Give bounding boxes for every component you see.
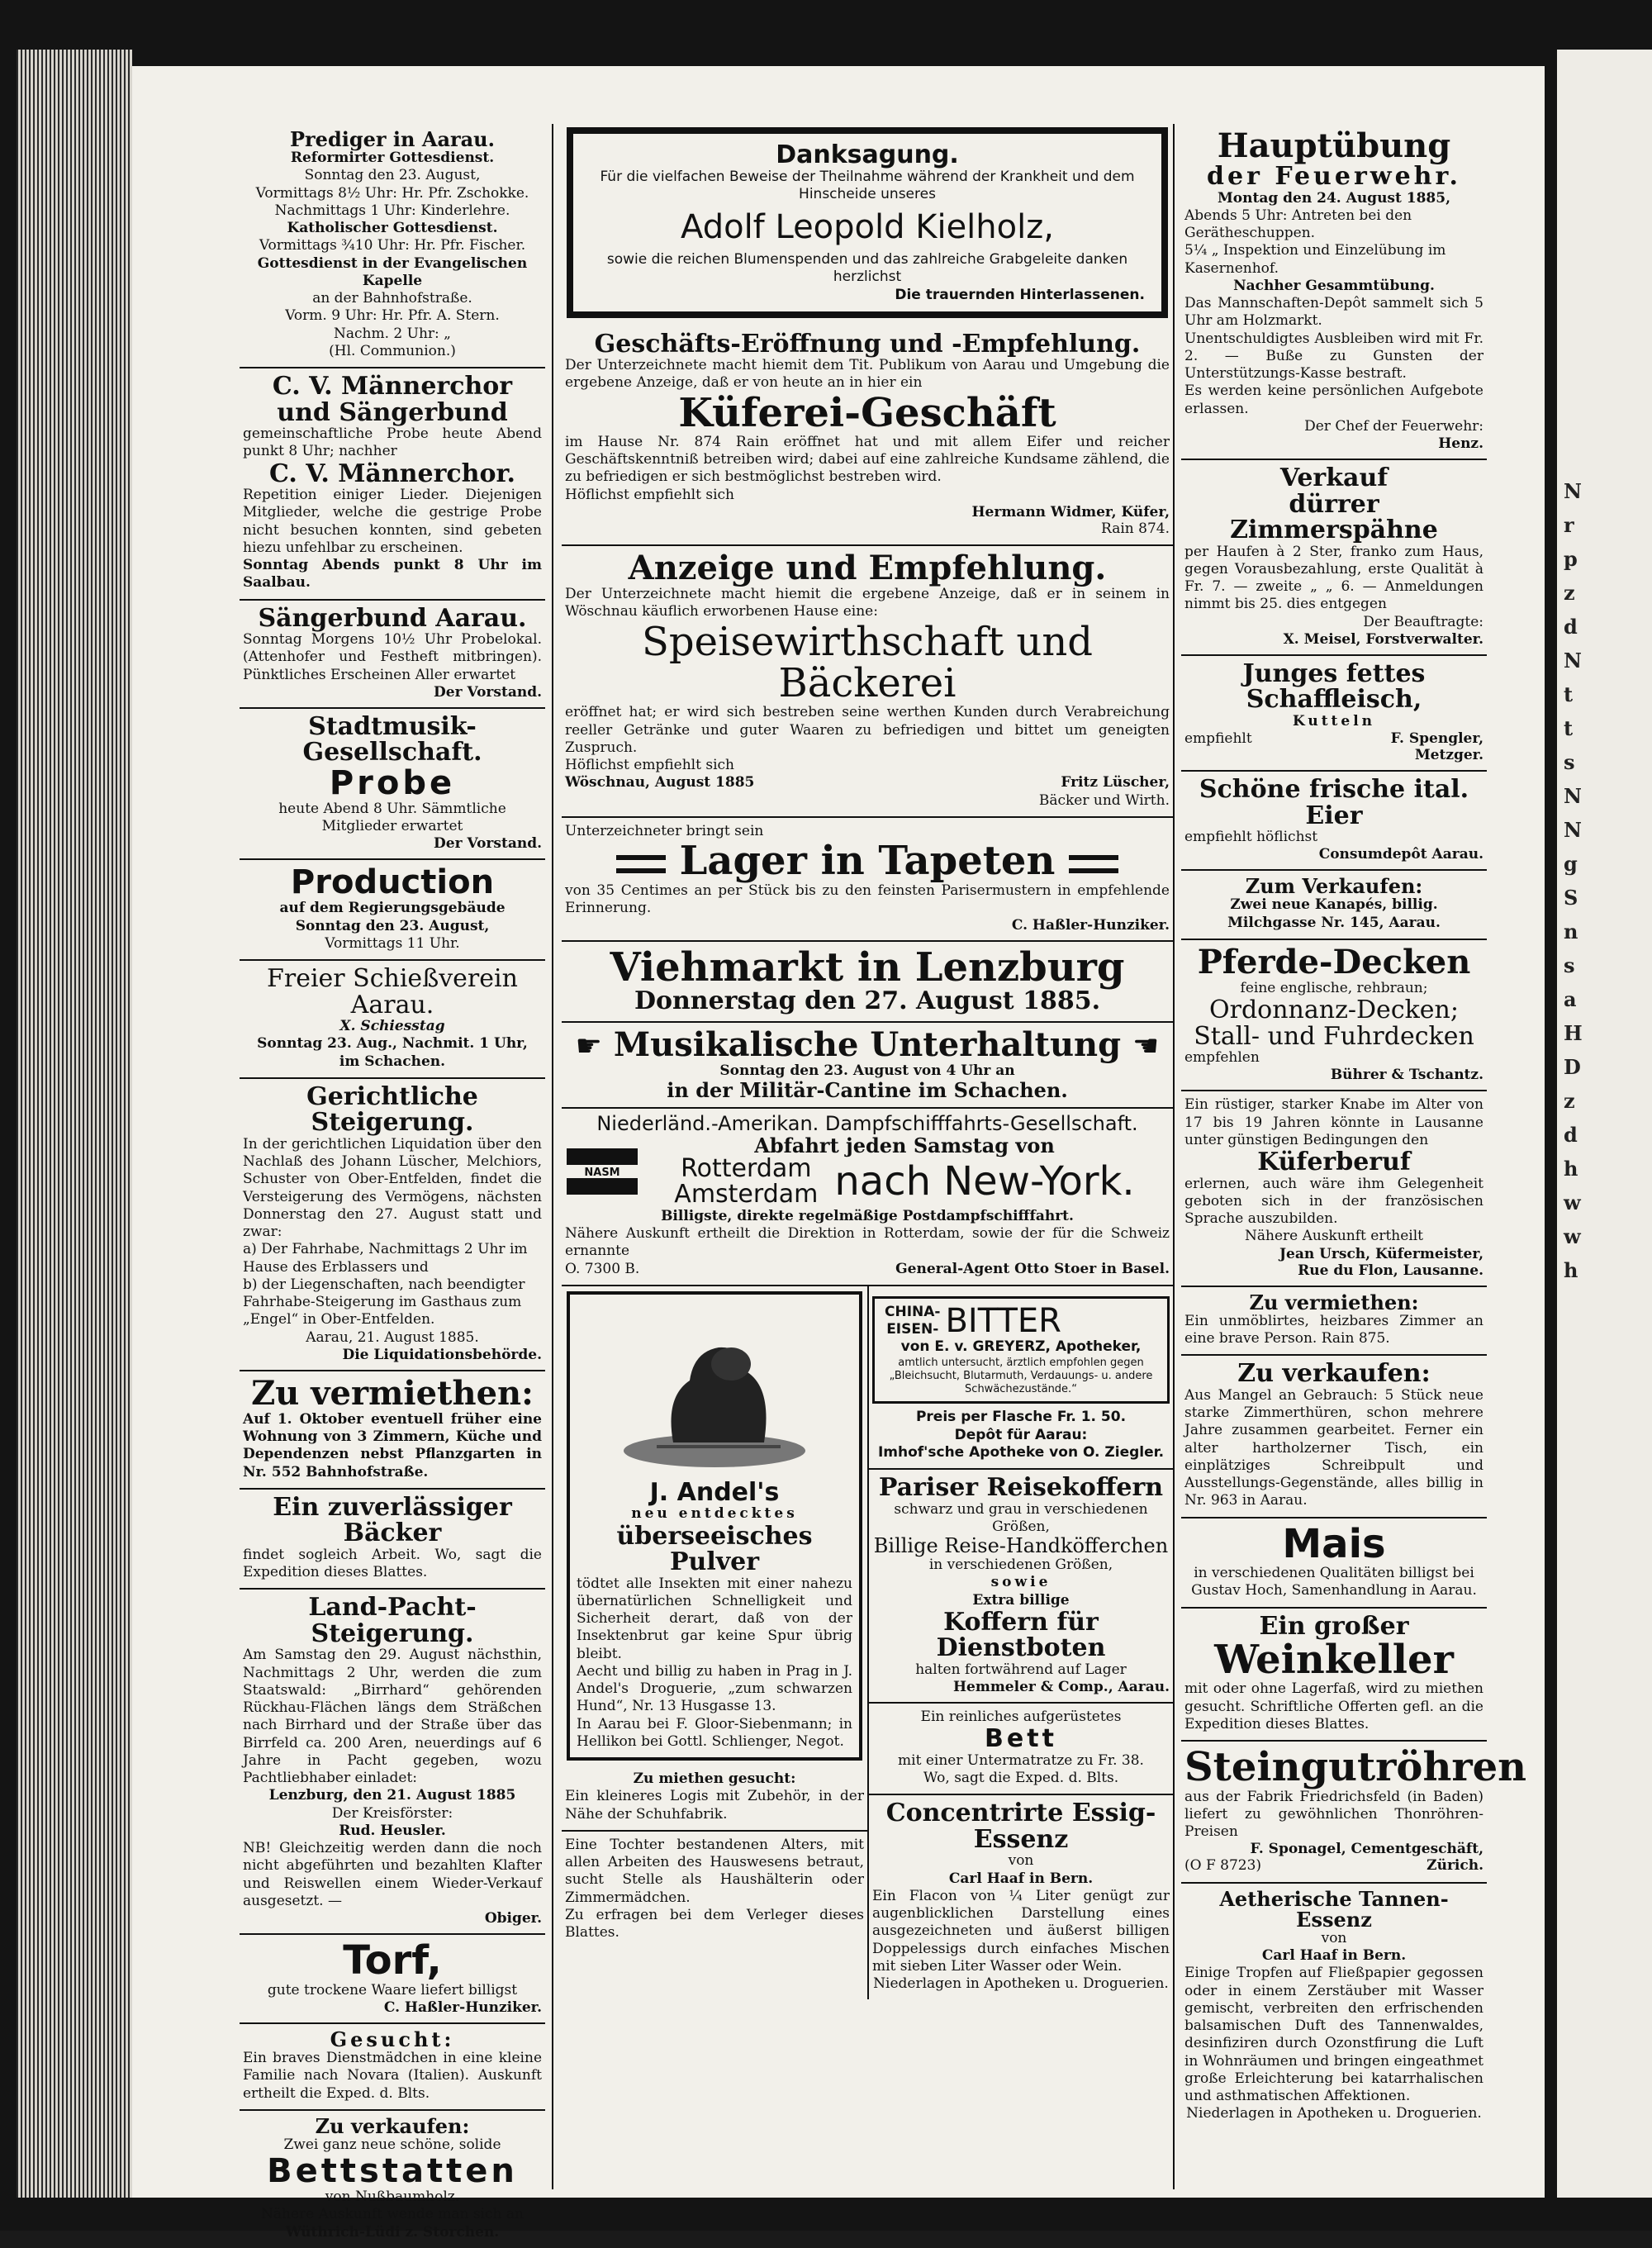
- ad-title: Hauptübung: [1217, 126, 1451, 165]
- ad-text: Ein reinliches aufgerüstetes: [920, 1709, 1122, 1726]
- ad-text: Nähere Auskunft wende man sich an: [261, 2206, 524, 2223]
- rp-line: N: [1564, 649, 1582, 672]
- ad-signature: F. Spengler, Metzger.: [1390, 730, 1483, 763]
- page-stack-edge: [17, 50, 132, 2198]
- ad-signature: Henz.: [1438, 435, 1483, 452]
- ad-title: Concentrirte Essig-Essenz: [885, 1799, 1156, 1854]
- ad-pferdedecken: [1181, 940, 1487, 1092]
- ad-price: Preis per Flasche Fr. 1. 50.: [915, 1409, 1127, 1426]
- ad-text: Für die vielfachen Beweise der Theilnahme während der Krankheit und dem Hinscheide unseres: [600, 168, 1135, 202]
- ad-big-word: Speisewirthschaft und Bäckerei: [642, 618, 1093, 707]
- ad-text: eröffnet hat; er wird sich bestreben seine werthen Kunden durch Verabreichung reeller Getränke und guter Waaren zu befriedigen und bittet um geneigten Zuspruch.: [565, 704, 1170, 756]
- ad-schaffleisch: [1181, 656, 1487, 772]
- sub-column-right: [869, 1286, 1173, 2000]
- ad-title: Pferde-Decken: [1197, 942, 1471, 981]
- ad-subtitle: Reformirter Gottesdienst.: [290, 150, 495, 167]
- ad-title: Land-Pacht-Steigerung.: [308, 1593, 477, 1648]
- pointing-hand-left-icon: ☚: [1132, 1029, 1160, 1063]
- ad-signature: Consumdepôt Aarau.: [1318, 846, 1483, 863]
- column-rule: [552, 124, 553, 2189]
- ad-kueferei: [562, 326, 1173, 547]
- ad-title: dürrer Zimmerspähne: [1230, 489, 1438, 544]
- ad-text: Sonntag den 23. August,: [304, 167, 481, 184]
- rp-line: h: [1564, 1157, 1578, 1181]
- ad-text: Vormittags 8½ Uhr: Hr. Pfr. Zschokke.: [255, 184, 529, 202]
- sub-column-left: [562, 1286, 869, 2000]
- ad-text: b) der Liegenschaften, nach beendigter Fahrhabe-Steigerung im Gasthaus zum „Engel“ in Ober-Entfelden.: [243, 1276, 525, 1328]
- ad-title: Musikalische Unterhaltung: [613, 1024, 1122, 1064]
- ad-signature: C. Haßler-Hunziker.: [383, 1998, 542, 2016]
- ad-big-word: Küferberuf: [1257, 1148, 1411, 1177]
- ad-text: empfehlen: [1184, 1049, 1260, 1067]
- ad-text: an der Bahnhofstraße.: [312, 290, 472, 307]
- column-right: [1181, 124, 1527, 2130]
- ad-dampfschiff: [562, 1109, 1173, 1286]
- rp-line: s: [1564, 953, 1575, 977]
- rp-line: N: [1564, 818, 1582, 842]
- ad-weinkeller: [1181, 1609, 1487, 1742]
- ad-logis: [562, 1766, 867, 1832]
- ad-title: Geschäfts-Eröffnung und -Empfehlung.: [594, 329, 1141, 359]
- ad-title: Viehmarkt in Lenzburg: [610, 944, 1125, 991]
- ad-title: Zu vermiethen:: [1249, 1290, 1419, 1314]
- ad-text: (Hl. Communion.): [329, 342, 456, 359]
- ad-signature: Zürich.: [1427, 1857, 1483, 1875]
- ad-text: Aus Mangel an Gebrauch: 5 Stück neue starke Zimmerthüren, schon mehrere Jahre zusammen gearbeitet. Ferner ein alter hartholzerner Tisch, ein einplätziges Schreibpult und Ausstellungs-Gegenstände, alles billig in Nr. 963 in Aarau.: [1184, 1386, 1483, 1509]
- ad-text: in verschiedenen Qualitäten billigst bei Gustav Hoch, Samenhandlung in Aarau.: [1191, 1565, 1477, 1599]
- ad-text: Aarau, 21. August 1885.: [306, 1328, 479, 1346]
- ad-text: Imhof'sche Apotheke von O. Ziegler.: [877, 1443, 1165, 1461]
- ad-text: Ein Flacon von ¼ Liter genügt zur augenblicklichen Darstellung eines ausgezeichneten und äußerst billigen Doppelessigs durch einfaches Mischen mit sieben Liter Wasser oder Wein.: [872, 1887, 1170, 1975]
- ad-text: feine englische, rehbraun;: [1240, 979, 1428, 996]
- ad-signature: C. Haßler-Hunziker.: [1011, 917, 1170, 934]
- ad-text: Aecht und billig zu haben in Prag in J. Andel's Droguerie, „zum schwarzen Hund“, Nr. 13 Husgasse 13.: [577, 1662, 852, 1715]
- ad-title: Zu miethen gesucht:: [633, 1770, 796, 1788]
- rp-line: w: [1564, 1191, 1581, 1214]
- ad-title: Torf,: [343, 1937, 442, 1984]
- ad-text: Carl Haaf in Bern.: [948, 1870, 1094, 1887]
- ad-bett: [869, 1704, 1173, 1795]
- ad-speisewirthschaft: [562, 546, 1173, 818]
- ad-text: Repetition einiger Lieder. Diejenigen Mitglieder, welche die gestrige Probe nicht besuchen konnten, sind gebeten hiezu unfehlbar zu erscheinen.: [243, 487, 542, 556]
- column-middle: [562, 124, 1173, 1999]
- ad-text: Nähere Auskunft ertheilt: [1244, 1228, 1424, 1245]
- ad-text: Höflichst empfiehlt sich: [565, 757, 734, 774]
- ad-text: Vorm. 9 Uhr: Hr. Pfr. A. Stern.: [285, 307, 500, 325]
- ad-title: Production: [290, 863, 495, 902]
- ad-text: sowie die reichen Blumenspenden und das zahlreiche Grabgeleite danken herzlichst: [606, 251, 1128, 286]
- ad-title: und Sängerbund: [277, 397, 508, 427]
- ad-text: Der Unterzeichnete macht hiemit dem Tit. Publikum von Aarau und Umgebung die ergebene Anzeige, daß er von heute an in hier ein: [565, 357, 1170, 392]
- ad-subtitle: Katholischer Gottesdienst.: [287, 220, 498, 237]
- ad-title: Zu vermiethen:: [251, 1373, 534, 1413]
- ad-signature: Jean Ursch, Küfermeister,: [1279, 1245, 1483, 1262]
- decorative-bar: [616, 855, 666, 873]
- ad-text: Lenzburg, den 21. August 1885: [268, 1787, 516, 1804]
- ad-text: mit oder ohne Lagerfaß, wird zu miethen gesucht. Schriftliche Offerten gefl. an die Expedition dieses Blattes.: [1184, 1680, 1483, 1732]
- ad-text: amtlich untersucht, ärztlich empfohlen gegen „Bleichsucht, Blutarmuth, Verdauungs- u. andere Schwächezustände.“: [889, 1356, 1153, 1396]
- ad-text: Sonntag den 23. August,: [295, 917, 490, 934]
- ad-title: Ein zuverlässiger Bäcker: [273, 1492, 512, 1548]
- ad-big-word: Küferei-Geschäft: [678, 389, 1056, 436]
- ad-landpacht: [240, 1590, 545, 1935]
- ad-text: Carl Haaf in Bern.: [1261, 1947, 1407, 1965]
- ad-text: im Schachen.: [339, 1053, 446, 1070]
- ad-text: Abends 5 Uhr: Antreten bei den Gerätheschuppen.: [1184, 207, 1412, 241]
- ad-text: Zwei ganz neue schöne, solide: [283, 2136, 501, 2153]
- ad-text: Sonntag 23. Aug., Nachmit. 1 Uhr,: [257, 1035, 528, 1053]
- ad-text: Das Mannschaften-Depôt sammelt sich 5 Uhr am Holzmarkt.: [1184, 295, 1483, 330]
- dog-illustration: [607, 1306, 822, 1471]
- facing-page-fragment: [1557, 50, 1652, 2198]
- ad-title: Freier Schießverein Aarau.: [267, 964, 518, 1019]
- rp-line: a: [1564, 987, 1577, 1011]
- ad-title: Koffern für Dienstboten: [936, 1607, 1106, 1663]
- signature-row: [1184, 1857, 1483, 1875]
- rp-line: t: [1564, 682, 1574, 706]
- ad-prediger: [240, 124, 545, 368]
- ad-essig: [869, 1795, 1173, 1999]
- rp-line: N: [1564, 784, 1582, 808]
- ad-text: neu entdecktes: [631, 1505, 798, 1523]
- ad-code: O. 7300 B.: [565, 1260, 640, 1277]
- ad-signature: Die trauernden Hinterlassenen.: [895, 286, 1145, 303]
- ad-text: Der Chef der Feuerwehr:: [1304, 417, 1483, 435]
- ad-stadtmusik: [240, 709, 545, 861]
- ad-text: von 35 Centimes an per Stück bis zu den feinsten Parisermustern in empfehlende Erinnerung.: [565, 882, 1170, 916]
- ad-text: Ein kleineres Logis mit Zubehör, in der Nähe der Schuhfabrik.: [565, 1788, 864, 1823]
- ad-kueferberuf: [1181, 1091, 1487, 1286]
- ad-text: aus der Fabrik Friedrichsfeld (in Baden) liefert zu gewöhnlichen Thonröhren-Preisen: [1184, 1788, 1483, 1841]
- ad-danksagung: [567, 127, 1168, 318]
- ad-text: Depôt für Aarau:: [954, 1426, 1088, 1443]
- rp-line: g: [1564, 852, 1578, 876]
- ad-text: Montag den 24. August 1885,: [1217, 189, 1451, 207]
- ad-signature: Rue du Flon, Lausanne.: [1298, 1262, 1483, 1279]
- ad-title: Zu verkaufen:: [1237, 1359, 1431, 1389]
- ad-title: Verkauf: [1279, 463, 1389, 492]
- ad-subtitle: Donnerstag den 27. August 1885.: [634, 986, 1101, 1016]
- rp-line: d: [1564, 615, 1578, 639]
- ad-signature: Der Vorstand.: [434, 835, 542, 853]
- ad-text: erlernen, auch wäre ihm Gelegenheit geboten sich in der französischen Sprache auszubilden.: [1184, 1175, 1483, 1228]
- ad-title: Zum Verkaufen:: [1245, 874, 1423, 899]
- ad-title: Anzeige und Empfehlung.: [628, 549, 1107, 588]
- ad-text: Sonntag den 23. August von 4 Uhr an: [719, 1062, 1015, 1079]
- ad-steigerung: [240, 1079, 545, 1371]
- ad-signature: Bührer & Tschantz.: [1330, 1067, 1483, 1084]
- ad-steingutroehren: [1181, 1742, 1527, 1883]
- ad-title: Niederländ.-Amerikan. Dampfschifffahrts-Gesellschaft.: [596, 1112, 1138, 1136]
- two-column-section: [562, 1286, 1173, 2000]
- ad-title: Stadtmusik-Gesellschaft.: [302, 711, 482, 768]
- signature-row: [565, 774, 1170, 791]
- rp-line: N: [1564, 479, 1582, 503]
- ad-text: Ein rüstiger, starker Knabe im Alter von 17 bis 19 Jahren könnte in Lausanne unter günstigen Bedingungen den: [1184, 1096, 1483, 1148]
- ad-text: halten fortwährend auf Lager: [915, 1661, 1127, 1678]
- ad-tochter: [562, 1832, 867, 1949]
- ad-text: Vormittags ¾10 Uhr: Hr. Pfr. Fischer.: [259, 237, 526, 254]
- ad-title: C. V. Männerchor.: [269, 459, 515, 488]
- ad-title: der Feuerwehr.: [1207, 162, 1461, 191]
- ad-signature: Wüthrich-Lüdi z. Storchen.: [285, 2223, 500, 2241]
- ad-baecker: [240, 1490, 545, 1590]
- ad-signature: Die Liquidationsbehörde.: [342, 1346, 542, 1363]
- ad-text: auf dem Regierungsgebäude: [279, 900, 506, 917]
- ad-signature: Rud. Heusler.: [339, 1822, 446, 1839]
- ad-feuerwehr: [1181, 124, 1487, 460]
- decorative-bar: [1069, 855, 1118, 873]
- ad-text: gemeinschaftliche Probe heute Abend punkt 8 Uhr; nachher: [243, 425, 542, 460]
- ad-signature: General-Agent Otto Stoer in Basel.: [895, 1260, 1170, 1277]
- ad-vermiethen: [240, 1371, 545, 1490]
- ad-title: Schöne frische ital. Eier: [1199, 775, 1469, 830]
- ad-text: Extra billige: [972, 1591, 1070, 1609]
- flag-label: NASM: [584, 1166, 620, 1179]
- ad-text: X. Schiesstag: [339, 1018, 445, 1035]
- ad-saengerbund: [240, 601, 545, 709]
- ad-text: Auf 1. Oktober eventuell früher eine Wohnung von 3 Zimmern, Küche und Dependenzen nebst Pflanzgarten in Nr. 552 Bahnhofstraße.: [243, 1410, 542, 1480]
- ad-text: Ein unmöblirtes, heizbares Zimmer an eine brave Person. Rain 875.: [1184, 1312, 1483, 1347]
- ad-text: Wöschnau, August 1885: [565, 774, 755, 791]
- ad-text: empfiehlt höflichst: [1184, 829, 1318, 845]
- ad-subtitle: in der Militär-Cantine im Schachen.: [667, 1078, 1068, 1103]
- ad-text: heute Abend 8 Uhr. Sämmtliche Mitglieder erwartet: [278, 800, 506, 835]
- ad-title: Ein großer: [1259, 1611, 1409, 1641]
- ad-text: von: [1008, 1852, 1034, 1870]
- ad-zimmerspaehne: [1181, 460, 1487, 656]
- ad-title: Stall- und Fuhrdecken: [1194, 1021, 1474, 1051]
- ad-text: Kutteln: [1292, 712, 1376, 730]
- ad-title: Gesucht:: [330, 2027, 455, 2051]
- ad-text: tödtet alle Insekten mit einer nahezu übernatürlichen Schnelligkeit und Sicherheit derart, daß von der Insektenbrut gar keine Spur übrig bleibt.: [577, 1575, 852, 1662]
- ad-code: (O F 8723): [1184, 1857, 1262, 1875]
- ad-signature: Fritz Lüscher,: [1061, 774, 1170, 791]
- ad-text: Abfahrt jeden Samstag von: [754, 1133, 1055, 1157]
- ad-text: von: [1321, 1929, 1347, 1946]
- ad-title: Gerichtliche Steigerung.: [306, 1081, 478, 1138]
- ad-text: Einige Tropfen auf Fließpapier gegossen oder in einem Zerstäuber mit Wasser gemischt, verbreiten den erfrischenden balsamischen Duft des Tannenwaldes, desinfiziren durch Ozonstfirung die Luft in Wohnräumen und bringen eingeathmet große Erleichterung bei katarrhalischen und asthmatischen Affektionen.: [1184, 1965, 1483, 2105]
- ad-title: Prediger in Aarau.: [289, 127, 495, 151]
- ad-signature: Obiger.: [484, 1910, 542, 1927]
- ad-title: Sängerbund Aarau.: [258, 603, 527, 633]
- rp-line: S: [1564, 886, 1578, 910]
- ad-text: Sonntag Abends punkt 8 Uhr im Saalbau.: [243, 557, 542, 592]
- ad-title: Mais: [1282, 1520, 1386, 1567]
- ad-text: Sonntag Morgens 10½ Uhr Probelokal. (Attenhofer und Festheft mitbringen). Pünktliches Erscheinen Aller erwartet: [243, 631, 542, 683]
- ad-text: Unterzeichneter bringt sein: [565, 822, 764, 839]
- ad-text: Höflichst empfiehlt sich: [565, 486, 734, 503]
- rp-line: p: [1564, 547, 1578, 571]
- rp-line: t: [1564, 716, 1574, 740]
- ad-text: im Hause Nr. 874 Rain eröffnet hat und mit allem Eifer und reicher Geschäftskenntniß betreiben wird; dabei auf eine zahlreiche Kundsame zählend, die zu befriedigen er sich bestmöglichst bestreben wird.: [565, 433, 1170, 486]
- rp-line: n: [1564, 920, 1578, 943]
- ad-text: EISEN-: [886, 1321, 939, 1338]
- ad-eier: [1181, 772, 1487, 871]
- ad-signature: F. Sponagel, Cementgeschäft,: [1250, 1841, 1483, 1858]
- pointing-hand-right-icon: ☛: [575, 1029, 602, 1063]
- rp-line: z: [1564, 581, 1575, 605]
- ad-title: Ordonnanz-Decken;: [1209, 996, 1459, 1025]
- ad-bettstatten: [240, 2111, 545, 2248]
- ad-text: Bäcker und Wirth.: [1038, 791, 1170, 809]
- ad-signature: Hermann Widmer, Küfer,: [971, 503, 1170, 520]
- ad-zimmer: [1181, 1287, 1487, 1357]
- ad-text: Rain 874.: [1101, 520, 1170, 537]
- rp-line: d: [1564, 1123, 1578, 1147]
- ad-title: Billige Reise-Handköfferchen: [873, 1534, 1169, 1558]
- ad-text: Es werden keine persönlichen Aufgebote erlassen.: [1184, 383, 1483, 417]
- ad-reisekoffern: [869, 1470, 1173, 1704]
- ad-bitter: [869, 1286, 1173, 1470]
- ad-schiessverein: [240, 961, 545, 1079]
- flag-icon: [565, 1147, 639, 1196]
- ad-text: Nähere Auskunft ertheilt die Direktion in Rotterdam, sowie der für die Schweiz ernannte: [565, 1225, 1170, 1260]
- ad-gesucht: [240, 2024, 545, 2111]
- rp-line: z: [1564, 1089, 1575, 1113]
- signature-row: [565, 1261, 1170, 1278]
- ad-text: Billigste, direkte regelmäßige Postdampfschifffahrt.: [661, 1207, 1074, 1224]
- ad-title: Steingutröhren: [1184, 1744, 1527, 1791]
- ad-text: Wo, sagt die Exped. d. Blts.: [923, 1770, 1119, 1787]
- ad-text: Ein braves Dienstmädchen in eine kleine Familie nach Novara (Italien). Auskunft ertheilt die Exped. d. Blts.: [243, 2050, 542, 2102]
- bitter-label: [872, 1296, 1170, 1404]
- ad-maennerchor: [240, 368, 545, 601]
- ad-text: Vormittags 11 Uhr.: [325, 934, 460, 952]
- ad-text: Eine Tochter bestandenen Alters, mit allen Arbeiten des Hauswesens betraut, sucht Stelle als Haushälterin oder Zimmermädchen.: [565, 1836, 864, 1906]
- ad-text: schwarz und grau in verschiedenen Größen,: [894, 1500, 1148, 1535]
- ad-text: empfiehlt: [1184, 730, 1252, 747]
- rp-line: r: [1564, 513, 1574, 537]
- column-rule: [1173, 124, 1175, 2189]
- ad-musik: [562, 1023, 1173, 1109]
- rp-line: s: [1564, 750, 1575, 774]
- ad-kanapes: [1181, 871, 1487, 940]
- ad-signature: Hemmeler & Comp., Aarau.: [952, 1679, 1170, 1696]
- ad-viehmarkt: [562, 942, 1173, 1023]
- ad-text: von Nußbaumholz.: [325, 2189, 460, 2206]
- ad-text: Unentschuldigtes Ausbleiben wird mit Fr. 2. — Buße zu Gunsten der Unterstützungs-Kasse bestraft.: [1184, 330, 1483, 382]
- ad-text: Nachher Gesammtübung.: [1233, 277, 1435, 294]
- ad-text: Am Samstag den 29. August nächsthin, Nachmittags 2 Uhr, werden die zum Staatswald: „Birrhard“ gehörenden Rückhau-Flächen längs dem Sträßchen nach Birrhard und der Straße über das Birrfeld ca. 200 Aren, neuerdings auf 6 Jahre in Pacht gegeben, wozu Pachtliebhaber einladet:: [243, 1647, 542, 1787]
- ad-text: CHINA-: [885, 1303, 941, 1320]
- ad-text: 5¼ „ Inspektion und Einzelübung im Kasernenhof.: [1184, 242, 1446, 277]
- ad-text: a) Der Fahrhabe, Nachmittags 2 Uhr im Hause des Erblassers und: [243, 1241, 528, 1276]
- ad-text: Zu erfragen bei dem Verleger dieses Blattes.: [565, 1906, 864, 1941]
- ad-title: J. Andel's: [649, 1477, 780, 1507]
- ad-andel: [567, 1291, 862, 1761]
- rp-line: h: [1564, 1258, 1578, 1282]
- ad-big-word: Probe: [329, 763, 456, 802]
- ad-tapeten: [562, 818, 1173, 942]
- column-left: [240, 124, 545, 2248]
- ad-torf: [240, 1935, 545, 2024]
- ad-mais: [1181, 1518, 1487, 1609]
- ad-title: Junges fettes Schaffleisch,: [1242, 658, 1426, 715]
- ad-text: Niederlagen in Apotheken u. Droguerien.: [1186, 2105, 1482, 2122]
- ad-text: Zwei neue Kanapés, billig. Milchgasse Nr. 145, Aarau.: [1227, 896, 1441, 931]
- ad-city: Rotterdam: [681, 1153, 812, 1183]
- ad-city: Amsterdam: [674, 1180, 819, 1210]
- ad-tannen-essenz: [1181, 1884, 1487, 2130]
- ad-production: [240, 860, 545, 961]
- ad-text: mit einer Untermatratze zu Fr. 38.: [898, 1751, 1144, 1769]
- ad-title: Zu verkaufen:: [315, 2113, 470, 2138]
- ad-text: In der gerichtlichen Liquidation über den Nachlaß des Johann Lüscher, Melchiors, Schuster von Ober-Entfelden, findet die Versteigerung des Vermögens, nächsten Donnerstag den 27. August statt und zwar:: [243, 1135, 542, 1241]
- ad-title: Pariser Reisekoffern: [878, 1473, 1164, 1503]
- ad-big-word: Bettstatten: [267, 2152, 518, 2191]
- ad-text: Nachmittags 1 Uhr: Kinderlehre.: [274, 202, 510, 219]
- ad-big-word: Lager in Tapeten: [679, 838, 1056, 885]
- ad-big-word: BITTER: [945, 1302, 1061, 1341]
- ad-text: Der Unterzeichnete macht hiemit die ergebene Anzeige, daß er in seinem in Wöschnau käuflich erworbenen Hause eine:: [565, 586, 1170, 620]
- ad-text: Der Kreisförster:: [331, 1804, 453, 1822]
- ad-text: gute trockene Waare liefert billigst: [267, 1981, 518, 1998]
- ad-text: In Aarau bei F. Gloor-Siebenmann; in Hellikon bei Gottl. Schlienger, Negot.: [577, 1715, 852, 1750]
- ad-big-word: Weinkeller: [1214, 1637, 1454, 1684]
- ad-signature: X. Meisel, Forstverwalter.: [1283, 630, 1483, 648]
- ad-text: Niederlagen in Apotheken u. Droguerien.: [873, 1975, 1169, 1993]
- ad-title: C. V. Männerchor: [272, 372, 513, 402]
- ad-name: Adolf Leopold Kielholz,: [681, 208, 1054, 246]
- ad-text: Nachm. 2 Uhr: „: [334, 325, 451, 342]
- signature-row: [1184, 730, 1483, 763]
- ad-big-word: nach New-York.: [834, 1158, 1135, 1205]
- rp-line: w: [1564, 1224, 1581, 1248]
- ad-subtitle: Gottesdienst in der Evangelischen Kapelle: [257, 254, 528, 289]
- ad-big-word: überseeisches Pulver: [616, 1521, 813, 1577]
- ad-text: Der Beauftragte:: [1363, 613, 1483, 630]
- ad-title: Danksagung.: [776, 140, 959, 169]
- ad-text: sowie: [990, 1574, 1051, 1591]
- rp-line: H: [1564, 1021, 1583, 1045]
- ad-text: in verschiedenen Größen,: [928, 1556, 1113, 1574]
- ad-title: Aetherische Tannen-Essenz: [1219, 1886, 1449, 1932]
- ad-text: NB! Gleichzeitig werden dann die noch nicht abgeführten und bezahlten Klafter und Reiswellen einem Wieder-Verkauf ausgesetzt. —: [243, 1840, 542, 1909]
- ad-text: findet sogleich Arbeit. Wo, sagt die Expedition dieses Blattes.: [243, 1546, 542, 1581]
- ad-text: per Haufen à 2 Ster, franko zum Haus, gegen Vorausbezahlung, erste Qualität à Fr. 7. — zweite „ „ 6. — Anmeldungen nimmt bis 25. dies entgegen: [1184, 543, 1483, 613]
- ad-big-word: Bett: [985, 1724, 1057, 1754]
- ad-signature: Der Vorstand.: [434, 683, 542, 701]
- ad-zimmerthueren: [1181, 1356, 1487, 1518]
- rp-line: D: [1564, 1055, 1581, 1079]
- ad-text: von E. v. GREYERZ, Apotheker,: [900, 1338, 1142, 1356]
